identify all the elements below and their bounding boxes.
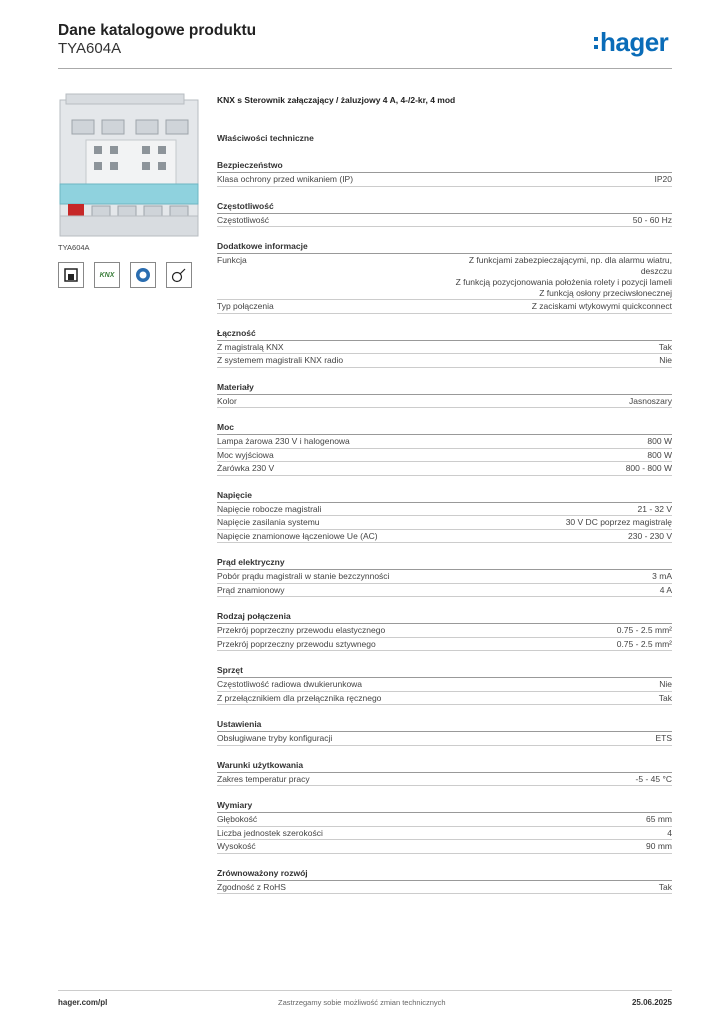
spec-section bbox=[217, 488, 672, 544]
spec-row bbox=[217, 813, 672, 827]
spec-value bbox=[532, 300, 672, 313]
spec-value bbox=[617, 624, 672, 637]
section-heading: Wymiary bbox=[217, 798, 672, 813]
spec-value bbox=[628, 530, 672, 543]
footer-date: 25.06.2025 bbox=[631, 998, 672, 1007]
spec-label: Klasa ochrony przed wnikaniem (IP) bbox=[217, 174, 354, 184]
spec-label: Pobór prądu magistrali w stanie bezczynności bbox=[217, 571, 390, 581]
spec-section bbox=[217, 199, 672, 228]
spec-value-line: 90 mm bbox=[646, 841, 672, 851]
spec-label: Kolor bbox=[217, 395, 237, 406]
spec-value-line: 800 W bbox=[647, 436, 672, 446]
spec-section bbox=[217, 555, 672, 597]
knx-logo-icon bbox=[94, 262, 120, 288]
spec-value bbox=[659, 341, 672, 354]
spec-value-line: 0.75 - 2.5 mm² bbox=[616, 638, 672, 649]
spec-value bbox=[659, 354, 672, 367]
spec-row bbox=[217, 881, 672, 895]
spec-label: Głębokość bbox=[217, 814, 258, 824]
spec-label: Lampa żarowa 230 V i halogenowa bbox=[217, 436, 350, 446]
spec-row bbox=[217, 773, 672, 787]
spec-value-line: 50 - 60 Hz bbox=[632, 214, 672, 225]
spec-value bbox=[667, 827, 672, 840]
spec-value-line: deszczu bbox=[640, 266, 672, 276]
spec-value-line: Nie bbox=[659, 679, 672, 689]
logo-text: hager bbox=[600, 27, 669, 57]
spec-value-line: -5 - 45 °C bbox=[635, 773, 672, 784]
spec-value-line: Z funkcją osłony przeciwsłonecznej bbox=[539, 288, 672, 298]
section-heading: Rodzaj połączenia bbox=[217, 609, 672, 624]
spec-value-line: Tak bbox=[658, 881, 672, 892]
spec-row bbox=[217, 530, 672, 544]
spec-row bbox=[217, 503, 672, 517]
spec-row bbox=[217, 462, 672, 476]
spec-value-line: Jasnoszary bbox=[629, 395, 672, 406]
spec-row bbox=[217, 584, 672, 598]
quicklink-icon bbox=[130, 262, 156, 288]
section-heading: Materiały bbox=[217, 380, 672, 395]
spec-label: Częstotliwość bbox=[217, 214, 269, 225]
section-heading: Warunki użytkowania bbox=[217, 758, 672, 773]
spec-value-line: ETS bbox=[655, 733, 672, 743]
spec-label: Prąd znamionowy bbox=[217, 584, 285, 595]
spec-value-line: 800 - 800 W bbox=[625, 463, 672, 473]
spec-value-line: IP20 bbox=[654, 174, 672, 184]
spec-value bbox=[646, 840, 672, 853]
spec-value-line: 4 A bbox=[659, 584, 672, 595]
spec-label: Funkcja bbox=[217, 255, 247, 265]
spec-label: Zakres temperatur pracy bbox=[217, 773, 310, 784]
section-heading: Moc bbox=[217, 420, 672, 435]
section-heading: Zrównoważony rozwój bbox=[217, 866, 672, 881]
section-heading: Bezpieczeństwo bbox=[217, 158, 672, 173]
spec-label: Moc wyjściowa bbox=[217, 449, 274, 460]
section-heading: Częstotliwość bbox=[217, 199, 672, 214]
spec-value bbox=[617, 638, 672, 651]
spec-value-line: 4 bbox=[667, 827, 672, 838]
device-settings-icon bbox=[166, 262, 192, 288]
spec-row bbox=[217, 624, 672, 638]
spec-value bbox=[659, 692, 672, 705]
spec-row bbox=[217, 300, 672, 314]
footer-website: hager.com/pl bbox=[58, 998, 108, 1007]
spec-row bbox=[217, 173, 672, 187]
spec-label: Zgodność z RoHS bbox=[217, 881, 286, 892]
spec-value bbox=[633, 214, 672, 227]
spec-value bbox=[566, 516, 672, 529]
section-heading: Napięcie bbox=[217, 488, 672, 503]
section-heading: Ustawienia bbox=[217, 717, 672, 732]
spec-section bbox=[217, 326, 672, 368]
spec-value-line: 800 W bbox=[647, 449, 672, 460]
spec-row bbox=[217, 570, 672, 584]
din-rail-icon bbox=[58, 262, 84, 288]
spec-value-line: 230 - 230 V bbox=[628, 530, 672, 541]
section-heading: Dodatkowe informacje bbox=[217, 239, 672, 254]
spec-value bbox=[659, 881, 672, 894]
spec-value-line: Tak bbox=[658, 692, 672, 703]
spec-row bbox=[217, 678, 672, 692]
image-caption: TYA604A bbox=[58, 243, 90, 252]
spec-value bbox=[626, 462, 672, 475]
product-title: KNX s Sterownik załączający / żaluzjowy 4 A, 4-/2-kr, 4 mod bbox=[217, 95, 456, 105]
spec-row bbox=[217, 840, 672, 854]
spec-row bbox=[217, 449, 672, 463]
spec-label: Z przełącznikiem dla przełącznika ręcznego bbox=[217, 692, 382, 703]
logo-dots-icon bbox=[594, 37, 598, 49]
spec-label: Typ połączenia bbox=[217, 301, 274, 311]
spec-section bbox=[217, 609, 672, 651]
spec-section bbox=[217, 717, 672, 746]
spec-row bbox=[217, 692, 672, 706]
product-code: TYA604A bbox=[58, 40, 122, 57]
header-divider bbox=[58, 68, 672, 69]
spec-label: Przekrój poprzeczny przewodu sztywnego bbox=[217, 638, 376, 649]
spec-label: Liczba jednostek szerokości bbox=[217, 827, 323, 838]
section-heading: Sprzęt bbox=[217, 663, 672, 678]
spec-label: Wysokość bbox=[217, 841, 256, 851]
section-heading: Prąd elektryczny bbox=[217, 555, 672, 570]
spec-label: Częstotliwość radiowa dwukierunkowa bbox=[217, 679, 363, 689]
knx-label: KNX bbox=[99, 271, 115, 279]
spec-section bbox=[217, 758, 672, 787]
spec-value bbox=[456, 254, 672, 299]
feature-icons bbox=[58, 262, 192, 288]
spec-row bbox=[217, 214, 672, 228]
spec-row bbox=[217, 395, 672, 409]
spec-value-line: 30 V DC poprzez magistralę bbox=[565, 517, 672, 527]
spec-row bbox=[217, 827, 672, 841]
spec-section bbox=[217, 380, 672, 409]
spec-label: Z magistralą KNX bbox=[217, 341, 284, 352]
product-image bbox=[58, 92, 202, 238]
spec-label: Przekrój poprzeczny przewodu elastycznego bbox=[217, 625, 386, 635]
page-title: Dane katalogowe produktu bbox=[58, 22, 257, 39]
spec-label: Z systemem magistrali KNX radio bbox=[217, 355, 344, 365]
spec-row bbox=[217, 254, 672, 300]
spec-value-line: Z funkcjami zabezpieczającymi, np. dla alarmu wiatru, bbox=[468, 255, 672, 265]
spec-row bbox=[217, 732, 672, 746]
spec-value bbox=[646, 813, 672, 826]
footer-disclaimer: Zastrzegamy sobie możliwość zmian technicznych bbox=[278, 998, 446, 1007]
spec-row bbox=[217, 435, 672, 449]
spec-value-line: Tak bbox=[658, 341, 672, 352]
spec-section bbox=[217, 866, 672, 895]
spec-value-line: Z funkcją pozycjonowania położenia rolety i pozycji lameli bbox=[455, 277, 672, 287]
section-heading: Łączność bbox=[217, 326, 672, 341]
spec-sections bbox=[217, 158, 672, 894]
spec-label: Napięcie zasilania systemu bbox=[217, 517, 320, 527]
spec-label: Żarówka 230 V bbox=[217, 463, 275, 473]
spec-section bbox=[217, 663, 672, 705]
spec-value-line: Z zaciskami wtykowymi quickconnect bbox=[531, 301, 672, 311]
spec-section bbox=[217, 420, 672, 476]
spec-value-line: Nie bbox=[659, 355, 672, 365]
spec-value bbox=[660, 584, 672, 597]
spec-content bbox=[217, 95, 672, 906]
spec-label: Napięcie znamionowe łączeniowe Ue (AC) bbox=[217, 530, 378, 541]
spec-value bbox=[647, 449, 672, 462]
spec-value bbox=[652, 570, 672, 583]
spec-value-line: 65 mm bbox=[646, 814, 672, 824]
spec-value bbox=[629, 395, 672, 408]
spec-label: Napięcie robocze magistrali bbox=[217, 503, 322, 514]
spec-value bbox=[659, 678, 672, 691]
spec-row bbox=[217, 516, 672, 530]
spec-value bbox=[655, 732, 672, 745]
spec-row bbox=[217, 341, 672, 355]
spec-row bbox=[217, 638, 672, 652]
footer-divider bbox=[58, 990, 672, 991]
spec-value bbox=[636, 773, 672, 786]
spec-section bbox=[217, 239, 672, 314]
spec-value bbox=[638, 503, 673, 516]
spec-row bbox=[217, 354, 672, 368]
hager-logo bbox=[594, 28, 668, 56]
spec-value-line: 3 mA bbox=[652, 571, 672, 581]
spec-value bbox=[655, 173, 673, 186]
spec-value-line: 0.75 - 2.5 mm² bbox=[616, 625, 672, 635]
technical-properties-heading: Właściwości techniczne bbox=[217, 133, 314, 143]
spec-label: Obsługiwane tryby konfiguracji bbox=[217, 733, 333, 743]
spec-value bbox=[647, 435, 672, 448]
spec-section bbox=[217, 798, 672, 854]
spec-section bbox=[217, 158, 672, 187]
spec-value-line: 21 - 32 V bbox=[637, 503, 672, 514]
